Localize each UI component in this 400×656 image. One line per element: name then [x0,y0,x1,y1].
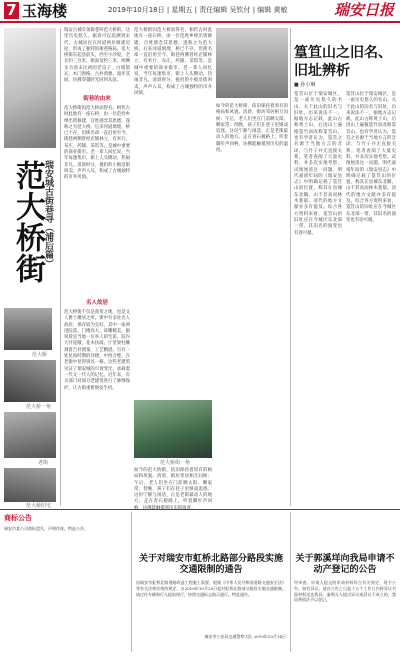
right-article-title: 篁笪山之旧名、旧址辨析 [294,45,392,79]
notice-title: 关于对瑞安市虹桥北路部分路段实施交通限制的通告 [138,554,283,575]
photo-bridge [4,308,52,350]
notice-signature: 瑞安市公安局交通警察大队 2019年10月14日 [204,634,286,639]
article-col3: 如今的范大桥街，依旧保持着原有的格局和风貌。清晨，街坊邻居相互问候；午后，老人们坐在门前晒太阳、聊家常；傍晚，孩子们在巷子里嬉戏追逐。这份宁静与闲适，正是老街最动人的地方。走在青石板路上，听着脚步声回响，仿佛能触摸到历史的温度。 [216,104,288,154]
article-section-1: 范大桥街因范大桥而得名。相传古时此地有一座石桥，由一位范姓乡绅出资修建，百姓感念其恩德，遂称之为范大桥。后来河道填埋，桥已不存，但街名却一直沿用至今。街巷两侧曾经店铺林立，有米行、布庄、药铺、茶馆等，是城中重要的商业街市。老一辈人回忆说，当年每逢集市，街上人头攒动，热闹非凡。清晨时分，挑担的小贩沿街叫卖，声声入耳，构成了古城独特的市井风情。 [64,106,130,181]
right-article-author: ■ 孙小琳 [294,82,316,88]
article-photo-caption: 范大桥街一角 [160,460,191,466]
notice-body: 因瑞安市虹桥北路道路改造工程施工需要，根据《中华人民共和国道路交通安全法》等有关法律法规的规定，自2019年10月20日起对虹桥北路部分路段实施交通限制。请过往车辆和行人提前绕行，按照交通标志指示通行。特此通告。 [136,580,286,597]
header-meta: 2019年10月18日 | 星期五 | 责任编辑 吴钦付 | 编辑 黄敏 [108,6,288,14]
column-divider [60,28,61,506]
article-col2-bottom: 如今的范大桥街，依旧保持着原有的格局和风貌。清晨，街坊邻居相互问候；午后，老人们坐在门前晒太阳、聊家常；傍晚，孩子们在巷子里嬉戏追逐。这份宁静与闲适，正是老街最动人的地方。走在青石板路上，听着脚步声回 [134,468,212,505]
section-heading: 街巷的由来 [83,96,111,102]
column-divider [290,28,291,506]
newspaper-brand: 瑞安日报 [333,1,394,19]
article-section-2: 范大桥街不仅是商贸之地，也是文人雅士聚居之所。街中有多处名人故居，保存较为完好。其中一座两进院落，门楼高大，砖雕精美，据说曾是当地一位举人的宅第。院内天井宽敞，花木扶疏，厅堂梁柱雕刻着吉祥图案，工艺精湛。另有一处民国时期的洋楼，中西合璧，在老街中显得别具一格。这些老建筑见证了瑞安城的兴衰变迁，承载着一代又一代人的记忆。近年来，有关部门对部分老建筑进行了修缮保护，让古街重新焕发生机。 [64,310,130,391]
registration-notice-title: 关于郭溪垟向我局申请不动产登记的公告 [295,554,395,575]
page-number: 7 [4,2,19,19]
article-intro: 瑞安古城有条街巷叫范大桥街，这里历史悠久，据说可以追溯到宋代。古城居民在河道两岸修建房屋，形成了独特的街巷格局。范大桥街东起县前头，西至小沙堤，全长约三百米，街面宽约三米，两侧多为清末民初的老房子，白墙黛瓦，木门窗格，古朴典雅。漫步其间，仿佛穿越时光回到从前。 [64,28,130,84]
photo-caption: 老街 [38,460,49,466]
left-feature-column [4,28,56,508]
column-divider [290,512,291,652]
inset-photo [216,28,288,98]
ad-title: 商标公告 [4,514,32,522]
article-photo [134,400,212,458]
column-divider [131,512,132,652]
registration-notice-body: 经审查，申请人提交的申请材料符合有关规定，现予公告。如有异议，请自公告之日起十五个工作日内将异议书面材料送达我局。逾期无人提出异议或异议不成立的，我局将依法予以登记。 [294,580,396,603]
photo-caption: 范大桥一角 [26,404,52,410]
feature-title: 范大桥街 [10,160,45,284]
photo-old-house [4,468,56,502]
photo-caption: 范大桥 [32,352,48,358]
article-col2: 范大桥街因范大桥而得名。相传古时此地有一座石桥，由一位范姓乡绅出资修建，百姓感念其恩德，遂称之为范大桥。后来河道填埋，桥已不存，但街名却一直沿用至今。街巷两侧曾经店铺林立，有米行、布庄、药铺、茶馆等，是城中重要的商业街市。老一辈人回忆说，当年每逢集市，街上人头攒动，热闹非凡。清晨时分，挑担的小贩沿街叫卖，声声入耳，构成了古城独特的市井风情。 [134,28,212,96]
top-photo [4,28,56,148]
photo-bridge-corner [4,360,56,402]
page-header [0,0,400,22]
right-article-body: 篁笪山位于瑞安城区，是一座历史悠久的名山。关于此山的旧名与旧址，历来说法不一。据地方志记载，此山古称黄土山，后因山上遍植篁竹而改称篁笪山。也有学者认为，篁笪之名源于当地方言的音译，与竹子并无直接关系。笔者查阅了大量史料，并多次实地考察，试图厘清这一问题。明代嘉靖年间的《瑞安县志》中明确记载了篁笪山的位置，称其在县城东北隅，山不甚高而林木葱郁。清代的地方文献亦多有提及。综合各方资料来看，篁笪山的旧址应在今城区东北部一带，其旧名的演变也有迹可循。 [294,92,342,236]
photo-old-street [4,412,56,458]
bottom-section-rule [0,509,400,510]
feature-subtitle: 瑞安城古街巷寻（浦后篇） [43,160,53,268]
ad-body: 瑞安市某公司商标遗失，声明作废。特此公告。 [4,526,88,531]
section-heading: 名人故居 [85,300,108,306]
header-rule [0,21,400,23]
column-name: 玉海楼 [22,2,68,20]
photo-caption: 范大桥旧宅 [26,503,52,509]
right-article-body-col2: 篁笪山位于瑞安城区，是一座历史悠久的名山。关于此山的旧名与旧址，历来说法不一。据地方志记载，此山古称黄土山，后因山上遍植篁竹而改称篁笪山。也有学者认为，篁笪之名源于当地方言的音译，与竹子并无直接关系。笔者查阅了大量史料，并多次实地考察，试图厘清这一问题。明代嘉靖年间的《瑞安县志》中明确记载了篁笪山的位置，称其在县城东北隅，山不甚高而林木葱郁。清代的地方文献亦多有提及。综合各方资料来看，篁笪山的旧址应在今城区东北部一带，其旧名的演变也有迹可循。 [346,92,396,223]
